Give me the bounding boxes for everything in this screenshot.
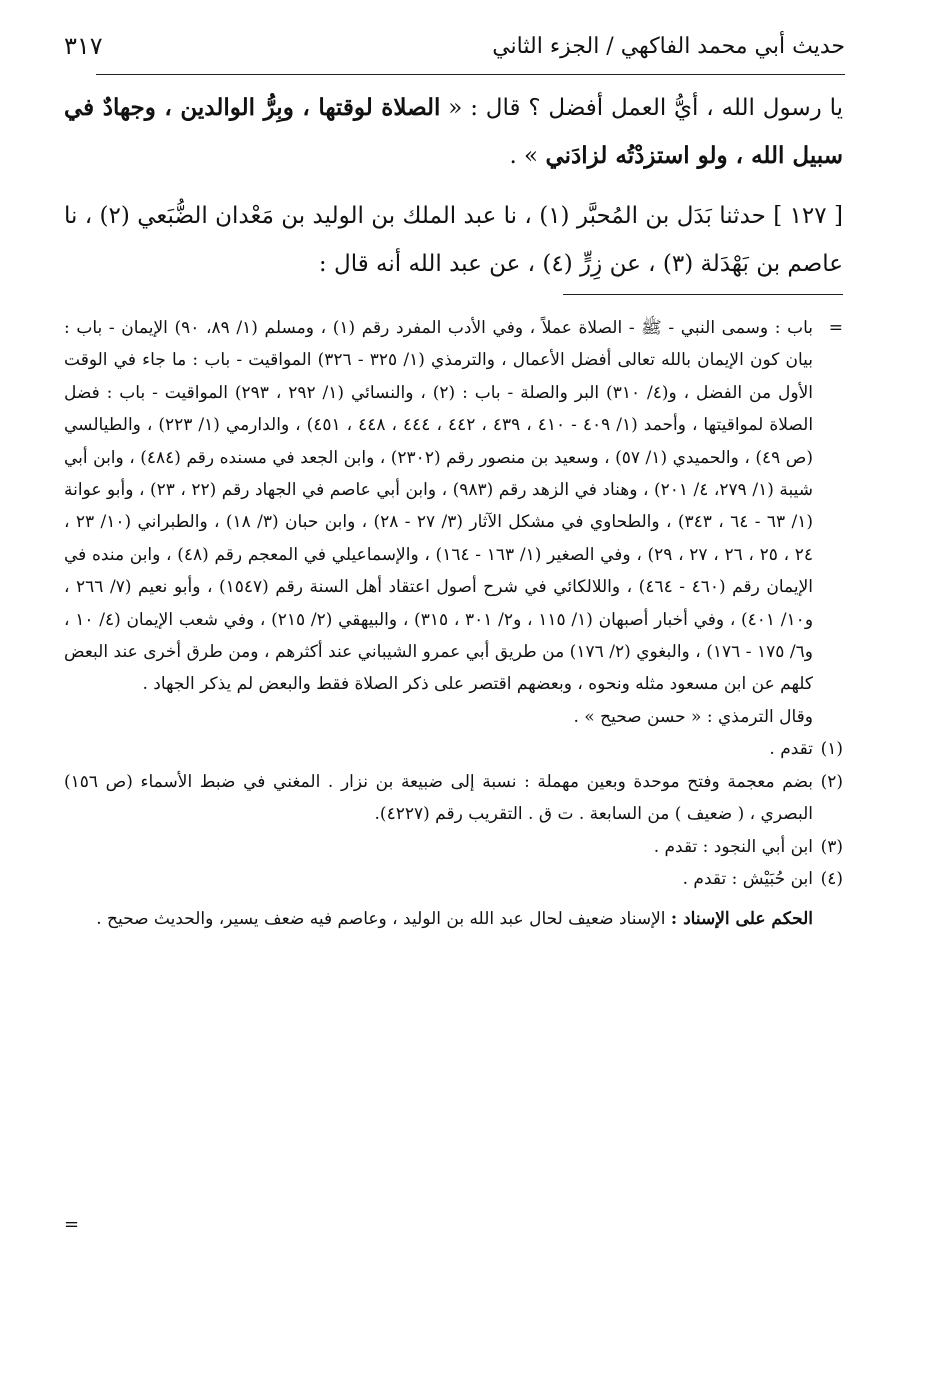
footnote-number: (٢) — [820, 771, 843, 792]
hadith-continuation-paragraph — [64, 84, 843, 180]
footnote-number: (٣) — [820, 836, 843, 857]
header-title: حديث أبي محمد الفاكهي / الجزء الثاني — [492, 34, 845, 59]
footnotes-section — [64, 312, 843, 936]
footnote-text: بضم معجمة وفتح موحدة وبعين مهملة : نسبة إلى ضبيعة بن نزار . المغني في ضبط الأسماء (ص ١٥٦) البصري ، ( ضعيف ) من السابعة . ت ق . التقريب رقم (٤٢٢٧). — [64, 771, 813, 825]
tirmidhi-grading: وقال الترمذي : « حسن صحيح » . — [573, 706, 813, 727]
isnad-ruling-label: الحكم على الإسناد : — [670, 909, 813, 930]
footnote-number: (١) — [820, 739, 843, 760]
footnote-number: (٤) — [820, 868, 843, 889]
page-number: ٣١٧ — [64, 32, 103, 60]
footnote-text: ابن أبي النجود : تقدم . — [653, 836, 813, 857]
hadith-matn-bold: الصلاة لوقتها ، وبِرُّ الوالدين ، وجهادٌ في سبيل الله ، ولو استزدْتُه لزادَني — [64, 94, 843, 169]
footnote-text: ابن حُبَيْش : تقدم . — [682, 868, 813, 889]
footnote-separator — [563, 294, 843, 295]
running-header — [64, 28, 845, 72]
header-rule — [96, 74, 845, 75]
isnad-ruling-text: الإسناد ضعيف لحال عبد الله بن الوليد ، وعاصم فيه ضعف يسير، والحديث صحيح . — [96, 909, 671, 930]
footnote-text: تقدم . — [769, 739, 813, 760]
takhrij-continuation — [64, 312, 843, 701]
hadith-intro: يا رسول الله ، أيُّ العمل أفضل ؟ قال : « — [440, 95, 843, 121]
footnote-4 — [64, 863, 843, 895]
main-text — [64, 84, 843, 288]
hadith-127-isnad: [ ١٢٧ ] حدثنا بَدَل بن المُحبَّر (١) ، نا عبد الملك بن الوليد بن مَعْدان الضُّبَعي (٢) ، نا عاصم بن بَهْدَلة (٣) ، عن زِرٍّ (٤) ، عن عبد الله أنه قال : — [64, 203, 843, 277]
footnote-1 — [64, 733, 843, 765]
hadith-close: » . — [509, 143, 546, 169]
footnote-3 — [64, 831, 843, 863]
continued-marker: = — [64, 1214, 80, 1235]
continuation-marker: = — [828, 318, 843, 338]
isnad-ruling — [64, 903, 843, 935]
takhrij-text: باب : وسمى النبي - ﷺ - الصلاة عملاً ، وفي الأدب المفرد رقم (١) ، ومسلم (١/ ٨٩، ٩٠) الإيمان - باب : بيان كون الإيمان بالله تعالى أفضل الأعمال ، والترمذي (١/ ٣٢٥ - ٣٢٦) المواقيت - باب : ما جاء في الوقت الأول من الفضل ، و(٤/ ٣١٠) البر والصلة - باب : (٢) ، والنسائي (١/ ٢٩٢ ، ٢٩٣) المواقيت - باب : فضل الصلاة لمواقيتها ، وأحمد (١/ ٤٠٩ - ٤١٠ ، ٤٣٩ ، ٤٤٢ ، ٤٤٤ ، ٤٤٨ ، ٤٥١) ، والدارمي (١/ ٢٢٣) ، والطيالسي (ص ٤٩) ، والحميدي (١/ ٥٧) ، وسعيد بن منصور رقم (٢٣٠٢) ، وابن الجعد في مسنده رقم (٤٨٤) ، وابن أبي شيبة (١/ ٢٧٩، ٤/ ٢٠١) ، وهناد في الزهد رقم (٩٨٣) ، وابن أبي عاصم في الجهاد رقم (٢٢ ، ٢٣) ، وأبو عوانة (١/ ٦٣ - ٦٤ ، ٣٤٣) ، والطحاوي في مشكل الآثار (٣/ ٢٧ - ٢٨) ، وابن حبان (٣/ ١٨) ، والطبراني (١٠/ ٢٣ ، ٢٤ ، ٢٥ ، ٢٦ ، ٢٧ ، ٢٩) ، وفي الصغير (١/ ١٦٣ - ١٦٤) ، والإسماعيلي في المعجم رقم (٤٨) ، وابن منده في الإيمان رقم (٤٦٠ - ٤٦٤) ، واللالكائي في شرح أصول اعتقاد أهل السنة رقم (١٥٤٧) ، وأبو نعيم (٧/ ٢٦٦ ، و١٠/ ٤٠١) ، وفي أخبار أصبهان (١/ ١١٥ ، و٢/ ٣٠١ ، ٣١٥) ، والبيهقي (٢/ ٢١٥) ، وفي شعب الإيمان (٤/ ١٠ ، و٦/ ١٧٥ - ١٧٦) ، والبغوي (٢/ ١٧٦) من طريق أبي عمرو الشيباني عند أكثرهم ، ومن طرق أخرى عند البعض كلهم عن ابن مسعود مثله ونحوه ، وبعضهم اقتصر على ذكر الصلاة فقط والبعض لم يذكر الجهاد . — [64, 318, 814, 695]
footnote-2 — [64, 766, 843, 831]
